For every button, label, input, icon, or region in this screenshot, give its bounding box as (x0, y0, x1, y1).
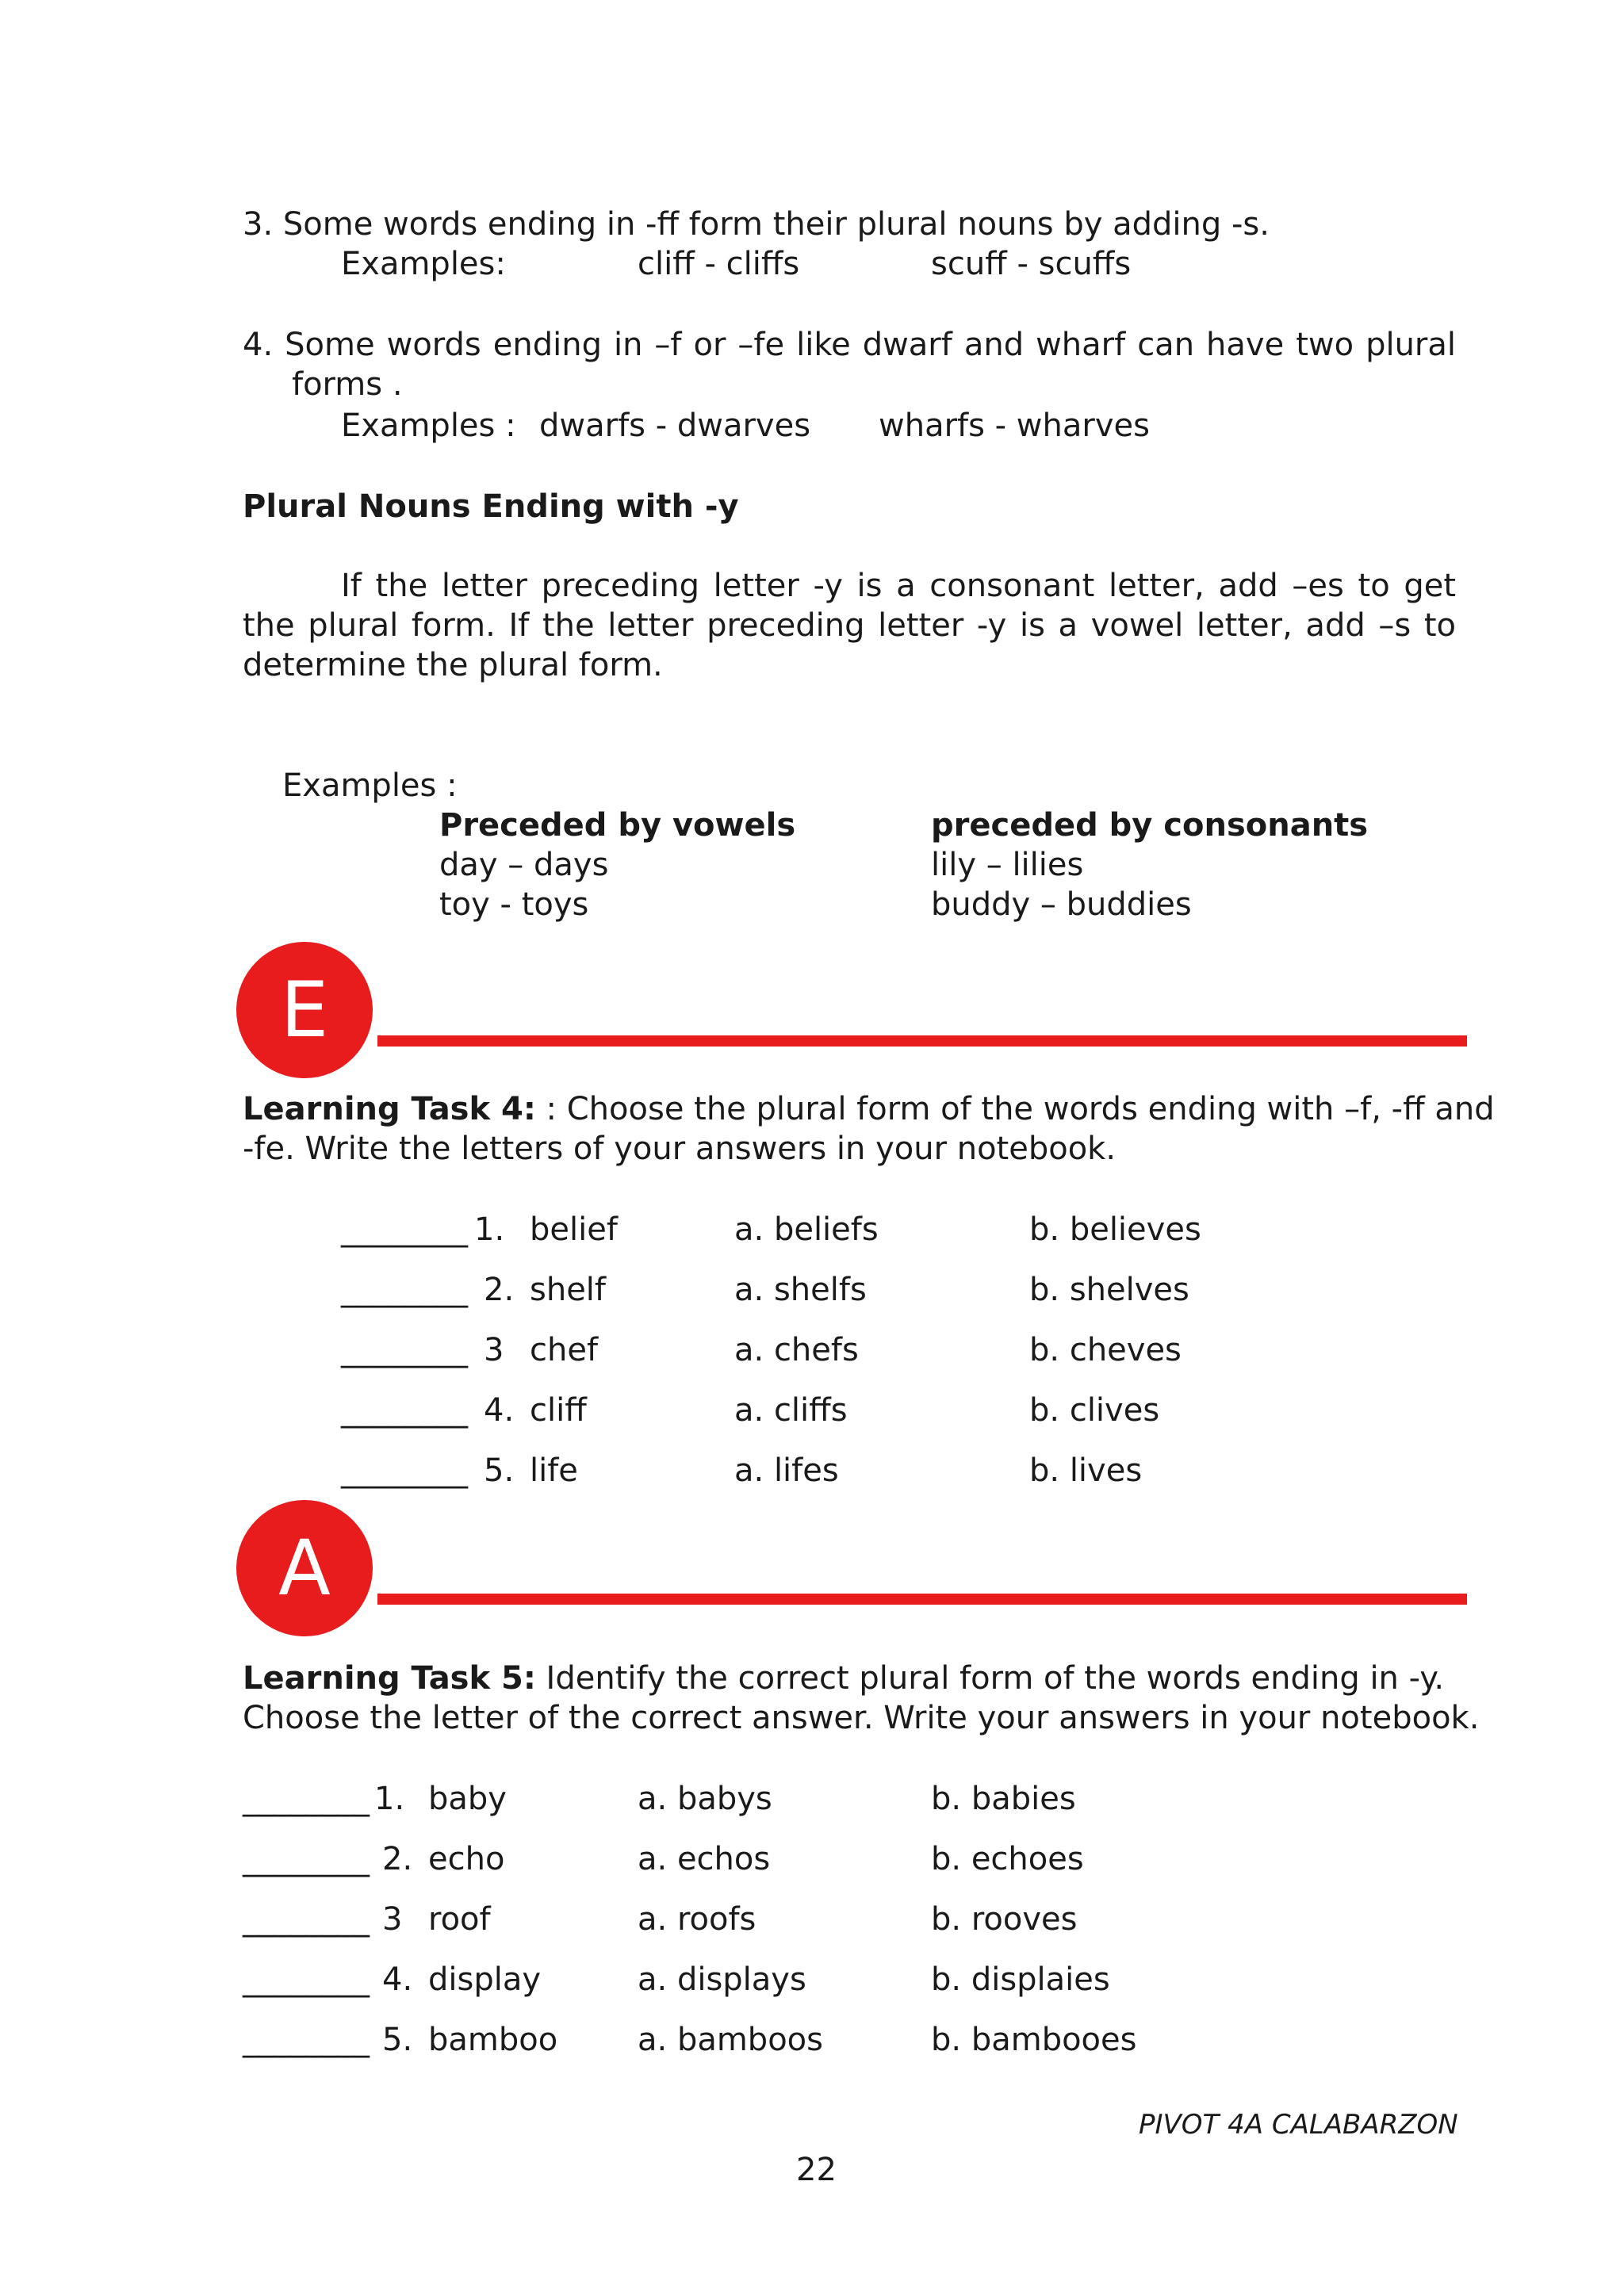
item-number: 2. (484, 1272, 515, 1308)
section-a-badge: A (236, 1500, 373, 1636)
answer-blank[interactable]: ________ (243, 2022, 370, 2058)
y-examples-label: Examples : (282, 767, 458, 804)
choice-b: b. rooves (931, 1901, 1078, 1938)
item-word: cliff (530, 1392, 587, 1429)
choice-b: b. echoes (931, 1841, 1084, 1877)
item-number: 4. (382, 1961, 413, 1998)
choice-a: a. displays (638, 1961, 806, 1998)
item-word: bamboo (428, 2022, 558, 2058)
consonant-example-1: lily – lilies (931, 847, 1084, 883)
task4-line1: : Choose the plural form of the words ending with –f, -ff and (535, 1091, 1495, 1127)
choice-a: a. shelfs (734, 1272, 867, 1308)
answer-blank[interactable]: ________ (243, 1781, 370, 1817)
task4-line2: -fe. Write the letters of your answers in your notebook. (243, 1131, 1116, 1167)
item-number: 4. (484, 1392, 515, 1429)
choice-a: a. chefs (734, 1332, 859, 1368)
choice-a: a. cliffs (734, 1392, 848, 1429)
choice-b: b. displaies (931, 1961, 1110, 1998)
y-para-line2: the plural form. If the letter preceding letter -y is a vowel letter, add –s to (243, 607, 1456, 644)
choice-a: a. bamboos (638, 2022, 823, 2058)
rule3-example-2: scuff - scuffs (931, 246, 1132, 282)
choice-b: b. clives (1029, 1392, 1160, 1429)
choice-b: b. shelves (1029, 1272, 1189, 1308)
rule3-example-1: cliff - cliffs (638, 246, 800, 282)
y-para-line1: If the letter preceding letter -y is a consonant letter, add –es to get (341, 568, 1456, 604)
choice-a: a. lifes (734, 1452, 839, 1489)
task4-label: Learning Task 4: (243, 1091, 536, 1127)
rule4-line2: forms . (292, 366, 403, 403)
answer-blank[interactable]: ________ (341, 1452, 468, 1489)
item-number: 1. (374, 1781, 405, 1817)
item-number: 5. (484, 1452, 515, 1489)
item-word: display (428, 1961, 542, 1998)
choice-b: b. believes (1029, 1211, 1201, 1248)
choice-b: b. bambooes (931, 2022, 1137, 2058)
answer-blank[interactable]: ________ (243, 1961, 370, 1998)
task4-prompt (243, 1089, 1495, 1129)
section-a-divider (377, 1594, 1467, 1605)
choice-b: b. babies (931, 1781, 1076, 1817)
item-word: baby (428, 1781, 507, 1817)
section-e-divider (377, 1035, 1467, 1047)
rule4-example-1: dwarfs - dwarves (539, 408, 811, 444)
answer-blank[interactable]: ________ (243, 1901, 370, 1938)
rule4-example-2: wharfs - wharves (879, 408, 1150, 444)
col-header-consonants: preceded by consonants (931, 807, 1369, 844)
publisher-footer: PIVOT 4A CALABARZON (1139, 2109, 1458, 2141)
rule4-examples-label: Examples : (341, 408, 516, 444)
vowel-example-2: toy - toys (439, 886, 589, 923)
item-number: 3 (484, 1332, 504, 1368)
y-para-line3: determine the plural form. (243, 647, 663, 683)
item-number: 3 (382, 1901, 403, 1938)
page-number: 22 (796, 2152, 837, 2188)
rule3-text: 3. Some words ending in -ff form their plural nouns by adding -s. (243, 206, 1270, 243)
rule4-line1: 4. Some words ending in –f or –fe like dwarf and wharf can have two plural (243, 327, 1456, 363)
item-number: 5. (382, 2022, 413, 2058)
consonant-example-2: buddy – buddies (931, 886, 1192, 923)
col-header-vowels: Preceded by vowels (439, 807, 796, 844)
choice-b: b. lives (1029, 1452, 1143, 1489)
item-number: 2. (382, 1841, 413, 1877)
choice-a: a. babys (638, 1781, 772, 1817)
answer-blank[interactable]: ________ (341, 1392, 468, 1429)
task5-label: Learning Task 5: (243, 1660, 536, 1697)
section-heading-y: Plural Nouns Ending with -y (243, 488, 739, 525)
answer-blank[interactable]: ________ (243, 1841, 370, 1877)
choice-b: b. cheves (1029, 1332, 1182, 1368)
item-word: roof (428, 1901, 491, 1938)
item-word: shelf (530, 1272, 606, 1308)
task5-prompt (243, 1659, 1444, 1698)
choice-a: a. beliefs (734, 1211, 879, 1248)
item-word: belief (530, 1211, 618, 1248)
item-number: 1. (474, 1211, 505, 1248)
answer-blank[interactable]: ________ (341, 1211, 468, 1248)
vowel-example-1: day – days (439, 847, 609, 883)
item-word: echo (428, 1841, 505, 1877)
rule3-examples-label: Examples: (341, 246, 506, 282)
item-word: life (530, 1452, 578, 1489)
answer-blank[interactable]: ________ (341, 1332, 468, 1368)
choice-a: a. echos (638, 1841, 771, 1877)
task5-line1: Identify the correct plural form of the words ending in -y. (535, 1660, 1445, 1697)
item-word: chef (530, 1332, 599, 1368)
task5-line2: Choose the letter of the correct answer. Write your answers in your notebook. (243, 1700, 1480, 1736)
section-e-badge: E (236, 942, 373, 1078)
answer-blank[interactable]: ________ (341, 1272, 468, 1308)
choice-a: a. roofs (638, 1901, 756, 1938)
